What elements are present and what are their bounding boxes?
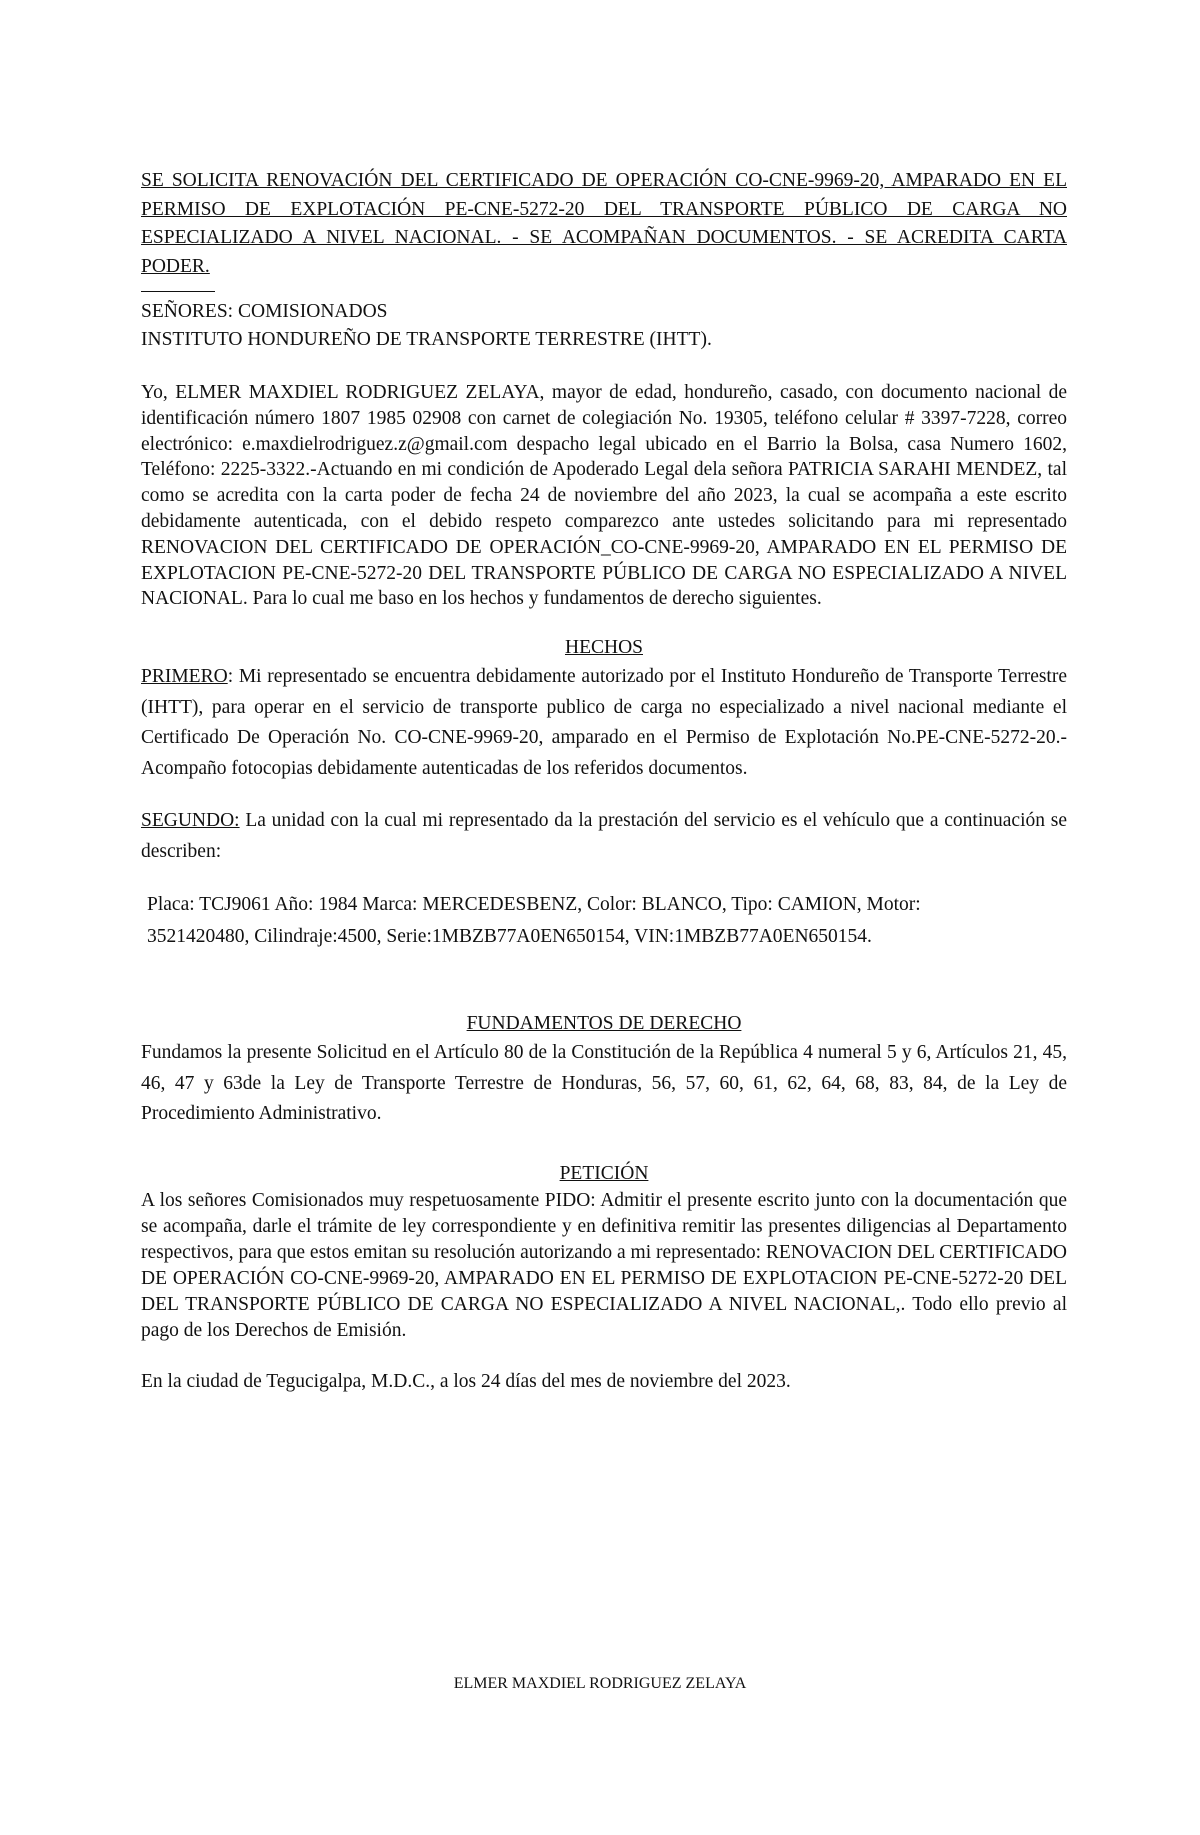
addressee-line-2: INSTITUTO HONDUREÑO DE TRANSPORTE TERRESTRE (IHTT). — [141, 329, 712, 350]
primero-paragraph — [141, 662, 1067, 784]
fundamentos-paragraph: Fundamos la presente Solicitud en el Artículo 80 de la Constitución de la República 4 numeral 5 y 6, Artículos 21, 45, 46, 47 y 63de la Ley de Transporte Terrestre de Honduras, 56, 57, 60, 61, 62, 64, 68, 83, 84, de la Ley de Procedimiento Administrativo. — [141, 1042, 1067, 1125]
separator-rule — [141, 291, 215, 292]
segundo-label: SEGUNDO: — [141, 810, 240, 832]
vehicle-line-2: 3521420480, Cilindraje:4500, Serie:1MBZB77A0EN650154, VIN:1MBZB77A0EN650154. — [147, 926, 872, 948]
city-date-line: En la ciudad de Tegucigalpa, M.D.C., a los 24 días del mes de noviembre del 2023. — [141, 1370, 791, 1392]
hechos-heading: HECHOS — [564, 637, 643, 659]
primero-label: PRIMERO — [141, 666, 228, 688]
primero-text: : Mi representado se encuentra debidamente autorizado por el Instituto Hondureño de Transporte Terrestre (IHTT), para operar en el servicio de transporte publico de carga no especializado a nivel nacional mediante el Certificado De Operación No. CO-CNE-9969-20, amparado en el Permiso de Explotación No.PE-CNE-5272-20.-Acompaño fotocopias debidamente autenticadas de los referidos documentos. — [141, 666, 1067, 779]
fundamentos-heading: FUNDAMENTOS DE DERECHO — [466, 1013, 742, 1035]
segundo-paragraph — [141, 806, 1067, 867]
addressee-block — [141, 298, 1067, 354]
intro-paragraph: Yo, ELMER MAXDIEL RODRIGUEZ ZELAYA, mayor de edad, hondureño, casado, con documento nacional de identificación número 1807 1985 02908 con carnet de colegiación No. 19305, teléfono celular # 3397-7228, correo electrónico: e.maxdielrodriguez.z@gmail.com despacho legal ubicado en el Barrio la Bolsa, casa Numero 1602, Teléfono: 2225-3322.-Actuando en mi condición de Apoderado Legal dela señora PATRICIA SARAHI MENDEZ, tal como se acredita con la carta poder de fecha 24 de noviembre del año 2023, la cual se acompaña a este escrito debidamente autenticada, con el debido respeto comparezco ante ustedes solicitando para mi representado RENOVACION DEL CERTIFICADO DE OPERACIÓN_CO-CNE-9969-20, AMPARADO EN EL PERMISO DE EXPLOTACION PE-CNE-5272-20 DEL TRANSPORTE PÚBLICO DE CARGA NO ESPECIALIZADO A NIVEL NACIONAL. Para lo cual me baso en los hechos y fundamentos de derecho siguientes. — [141, 382, 1067, 610]
document-subject: SE SOLICITA RENOVACIÓN DEL CERTIFICADO DE OPERACIÓN CO-CNE-9969-20, AMPARADO EN EL PERMISO DE EXPLOTACIÓN PE-CNE-5272-20 DEL TRANSPORTE PÚBLICO DE CARGA NO ESPECIALIZADO A NIVEL NACIONAL. - SE ACOMPAÑAN DOCUMENTOS. - SE ACREDITA CARTA PODER. — [141, 170, 1067, 277]
vehicle-description — [147, 889, 1067, 953]
signature-name: ELMER MAXDIEL RODRIGUEZ ZELAYA — [453, 1675, 747, 1692]
segundo-text: La unidad con la cual mi representado da la prestación del servicio es el vehículo que a continuación se describen: — [141, 810, 1067, 862]
addressee-line-1: SEÑORES: COMISIONADOS — [141, 301, 388, 322]
peticion-heading: PETICIÓN — [559, 1162, 649, 1184]
vehicle-line-1: Placa: TCJ9061 Año: 1984 Marca: MERCEDESBENZ, Color: BLANCO, Tipo: CAMION, Motor: — [147, 894, 921, 916]
peticion-paragraph: A los señores Comisionados muy respetuosamente PIDO: Admitir el presente escrito junto con la documentación que se acompaña, darle el trámite de ley correspondiente y en definitiva remitir las presentes diligencias al Departamento respectivos, para que estos emitan su resolución autorizando a mi representado: RENOVACION DEL CERTIFICADO DE OPERACIÓN CO-CNE-9969-20, AMPARADO EN EL PERMISO DE EXPLOTACION PE-CNE-5272-20 DEL DEL TRANSPORTE PÚBLICO DE CARGA NO ESPECIALIZADO A NIVEL NACIONAL,. Todo ello previo al pago de los Derechos de Emisión. — [141, 1189, 1067, 1341]
